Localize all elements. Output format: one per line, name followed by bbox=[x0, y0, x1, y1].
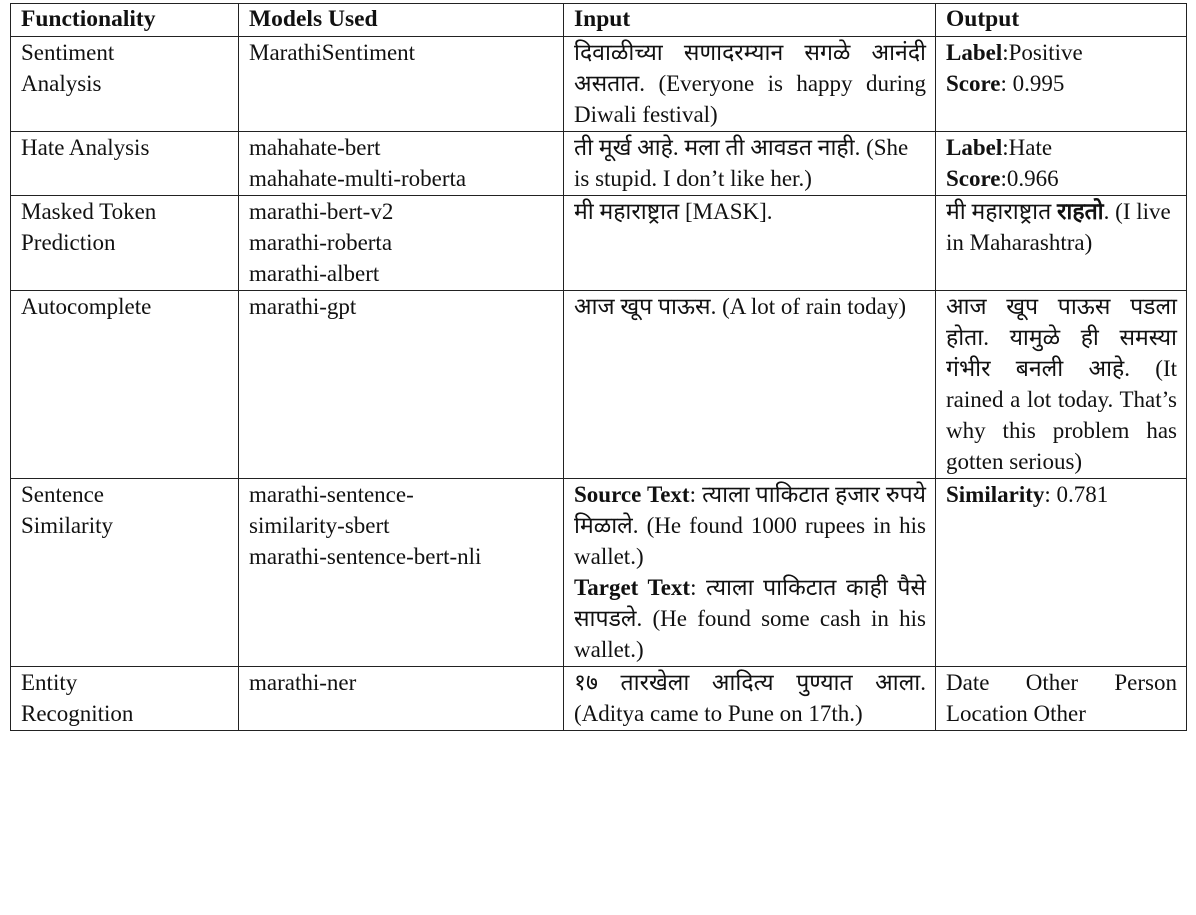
output-label-value: :Positive bbox=[1002, 40, 1083, 65]
header-input: Input bbox=[564, 4, 936, 37]
model-name: marathi-sentence- bbox=[249, 482, 414, 507]
model-name: mahahate-multi-roberta bbox=[249, 166, 467, 191]
functionality-text: Analysis bbox=[21, 71, 102, 96]
model-name: marathi-albert bbox=[249, 261, 380, 286]
functionality-cell bbox=[11, 196, 239, 291]
header-functionality: Functionality bbox=[11, 4, 239, 37]
similarity-key: Similarity bbox=[946, 482, 1045, 507]
functionality-text: Prediction bbox=[21, 230, 116, 255]
target-text bbox=[574, 572, 926, 665]
functionality-text: Hate Analysis bbox=[21, 135, 150, 160]
results-table-container bbox=[10, 3, 1186, 731]
output-cell bbox=[936, 37, 1187, 132]
functionality-text: Similarity bbox=[21, 513, 113, 538]
output-label bbox=[946, 37, 1177, 68]
table-row bbox=[11, 37, 1187, 132]
output-score-key: Score bbox=[946, 71, 1001, 96]
output-cell bbox=[936, 196, 1187, 291]
output-cell bbox=[936, 132, 1187, 196]
output-score-key: Score bbox=[946, 166, 1001, 191]
input-cell bbox=[564, 479, 936, 667]
functionality-cell bbox=[11, 291, 239, 479]
table-row bbox=[11, 667, 1187, 731]
models-cell bbox=[239, 37, 564, 132]
source-text bbox=[574, 479, 926, 572]
header-row bbox=[11, 4, 1187, 37]
output-prefix: मी महाराष्ट्रात bbox=[946, 199, 1057, 224]
functionality-cell bbox=[11, 479, 239, 667]
predicted-token: राहतो bbox=[1057, 199, 1104, 224]
target-text-key: Target Text bbox=[574, 575, 691, 600]
model-name: marathi-bert-v2 bbox=[249, 199, 394, 224]
table-row bbox=[11, 132, 1187, 196]
output-label-key: Label bbox=[946, 135, 1003, 160]
model-name: MarathiSentiment bbox=[249, 40, 416, 65]
model-name: marathi-ner bbox=[249, 670, 357, 695]
functionality-text: Masked Token bbox=[21, 199, 157, 224]
models-cell bbox=[239, 196, 564, 291]
header-models-used: Models Used bbox=[239, 4, 564, 37]
models-cell bbox=[239, 667, 564, 731]
header-output: Output bbox=[936, 4, 1187, 37]
models-cell bbox=[239, 479, 564, 667]
table-row bbox=[11, 291, 1187, 479]
output-score-value: : 0.995 bbox=[1000, 71, 1065, 96]
functionality-text: Sentence bbox=[21, 482, 105, 507]
input-cell: दिवाळीच्या सणादरम्यान सगळे आनंदी असतात. (Everyone is happy during Diwali festival) bbox=[564, 37, 936, 132]
models-cell bbox=[239, 291, 564, 479]
output-suffix: . (I live in Maharashtra) bbox=[946, 199, 1171, 255]
output-score bbox=[946, 163, 1177, 194]
output-label-value: :Hate bbox=[1002, 135, 1053, 160]
table-row bbox=[11, 196, 1187, 291]
output-cell bbox=[936, 479, 1187, 667]
functionality-cell bbox=[11, 37, 239, 132]
source-text-key: Source Text bbox=[574, 482, 690, 507]
input-cell: १७ तारखेला आदित्य पुण्यात आला. (Aditya came to Pune on 17th.) bbox=[564, 667, 936, 731]
target-text-value: : त्याला पाकिटात काही पैसे सापडले. (He found some cash in his wallet.) bbox=[574, 575, 926, 662]
similarity-value: : 0.781 bbox=[1044, 482, 1109, 507]
functionality-text: Recognition bbox=[21, 701, 134, 726]
output-score-value: :0.966 bbox=[1000, 166, 1059, 191]
output-cell: आज खूप पाऊस पडला होता. यामुळे ही समस्या गंभीर बनली आहे. (It rained a lot today. That’s why this problem has gotten serious) bbox=[936, 291, 1187, 479]
source-text-value: : त्याला पाकिटात हजार रुपये मिळाले. (He found 1000 rupees in his wallet.) bbox=[574, 482, 926, 569]
functionality-text: Autocomplete bbox=[21, 294, 152, 319]
functionality-cell bbox=[11, 667, 239, 731]
output-label bbox=[946, 132, 1177, 163]
functionality-text: Sentiment bbox=[21, 40, 115, 65]
model-name: similarity-sbert bbox=[249, 513, 390, 538]
model-name: marathi-gpt bbox=[249, 294, 357, 319]
functionality-cell bbox=[11, 132, 239, 196]
model-name: marathi-sentence-bert-nli bbox=[249, 544, 482, 569]
functionality-text: Entity bbox=[21, 670, 78, 695]
models-cell bbox=[239, 132, 564, 196]
input-cell: मी महाराष्ट्रात [MASK]. bbox=[564, 196, 936, 291]
model-name: marathi-roberta bbox=[249, 230, 393, 255]
output-cell: Date Other Person Location Other bbox=[936, 667, 1187, 731]
model-name: mahahate-bert bbox=[249, 135, 381, 160]
input-cell: आज खूप पाऊस. (A lot of rain today) bbox=[564, 291, 936, 479]
output-score bbox=[946, 68, 1177, 99]
functionality-table bbox=[10, 3, 1187, 731]
input-cell: ती मूर्ख आहे. मला ती आवडत नाही. (She is stupid. I don’t like her.) bbox=[564, 132, 936, 196]
table-row bbox=[11, 479, 1187, 667]
output-label-key: Label bbox=[946, 40, 1003, 65]
